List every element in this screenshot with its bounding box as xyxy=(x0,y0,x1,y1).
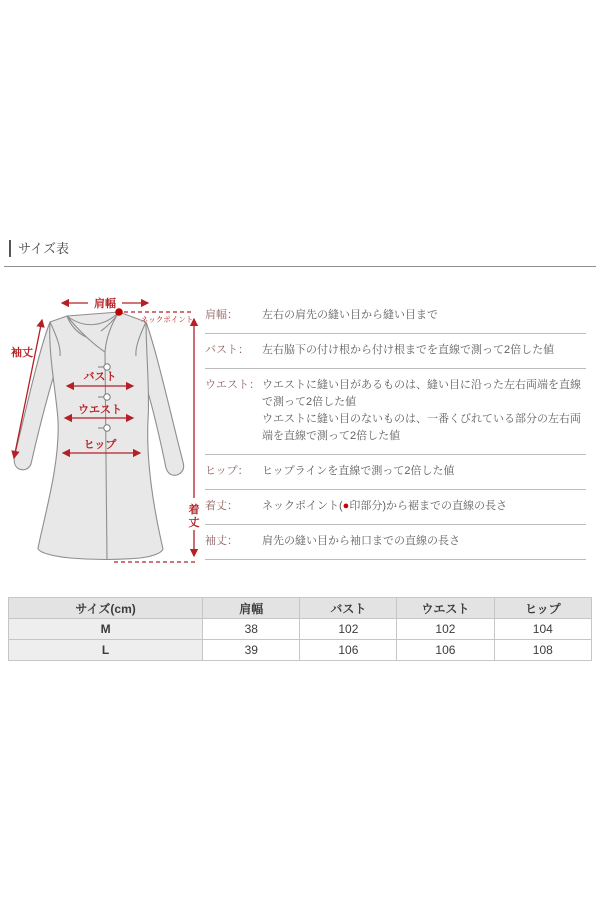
size-label-cell: M xyxy=(9,619,203,640)
measurement-definitions xyxy=(205,299,586,560)
size-table-header-size: サイズ(cm) xyxy=(9,598,203,619)
bust-label: バスト xyxy=(83,371,117,383)
value-cell: 106 xyxy=(300,640,397,661)
definition-row-shoulder xyxy=(205,299,586,334)
size-table-header-hip: ヒップ xyxy=(494,598,591,619)
definition-desc: 左右脇下の付け根から付け根までを直線で測って2倍した値 xyxy=(262,344,555,356)
coat-illustration xyxy=(14,312,183,560)
size-table-row-l xyxy=(9,640,592,661)
definition-term: 着丈： xyxy=(205,500,238,512)
sleeve-length-label: 袖丈 xyxy=(11,347,33,359)
size-label-cell: L xyxy=(9,640,203,661)
coat-measurement-diagram xyxy=(8,292,203,577)
definition-desc xyxy=(262,377,586,445)
definition-term: バスト： xyxy=(205,344,249,356)
definition-desc-line2: ウエストに縫い目のないものは、一番くびれている部分の左右両端を直線で測って2倍した値 xyxy=(262,413,581,442)
size-table-header-shoulder: 肩幅 xyxy=(203,598,300,619)
size-table-header-bust: バスト xyxy=(300,598,397,619)
value-cell: 104 xyxy=(494,619,591,640)
definition-term: 袖丈： xyxy=(205,535,238,547)
size-table-header-waist: ウエスト xyxy=(397,598,494,619)
value-cell: 38 xyxy=(203,619,300,640)
definition-desc-post: 印部分)から裾までの直線の長さ xyxy=(349,500,507,512)
size-table-header-row xyxy=(9,598,592,619)
coat-diagram-svg xyxy=(8,292,203,577)
title-divider xyxy=(4,266,596,267)
waist-label: ウエスト xyxy=(78,404,122,416)
value-cell: 106 xyxy=(397,640,494,661)
definition-desc: 肩先の縫い目から袖口までの直線の長さ xyxy=(262,535,460,547)
definition-desc-line1: ウエストに縫い目があるものは、縫い目に沿った左右両端を直線で測って2倍した値 xyxy=(262,379,581,408)
definition-row-hip xyxy=(205,455,586,490)
definition-desc: 左右の肩先の縫い目から縫い目まで xyxy=(262,309,438,321)
garment-length-label-char2: 丈 xyxy=(188,517,200,529)
section-title-text: サイズ表 xyxy=(18,241,69,256)
definition-row-bust xyxy=(205,334,586,369)
definition-term: ウエスト： xyxy=(205,379,260,391)
value-cell: 39 xyxy=(203,640,300,661)
garment-length-label-char1: 着 xyxy=(188,504,200,516)
definition-term: ヒップ： xyxy=(205,465,249,477)
size-table xyxy=(8,597,592,661)
shoulder-width-label: 肩幅 xyxy=(94,298,116,310)
value-cell: 108 xyxy=(494,640,591,661)
definition-desc: ヒップラインを直線で測って2倍した値 xyxy=(262,465,455,477)
definition-term: 肩幅： xyxy=(205,309,238,321)
definition-desc-pre: ネックポイント( xyxy=(262,500,343,512)
neck-point-dot-glyph: ● xyxy=(342,500,350,512)
neck-point-dot xyxy=(115,308,123,316)
definition-row-waist xyxy=(205,369,586,455)
definition-row-length xyxy=(205,490,586,525)
size-table-row-m xyxy=(9,619,592,640)
value-cell: 102 xyxy=(300,619,397,640)
section-title xyxy=(9,240,69,257)
definition-row-sleeve xyxy=(205,525,586,560)
definition-desc xyxy=(262,498,586,515)
neck-point-label: ネックポイント xyxy=(140,315,194,324)
value-cell: 102 xyxy=(397,619,494,640)
hip-label: ヒップ xyxy=(83,439,117,451)
